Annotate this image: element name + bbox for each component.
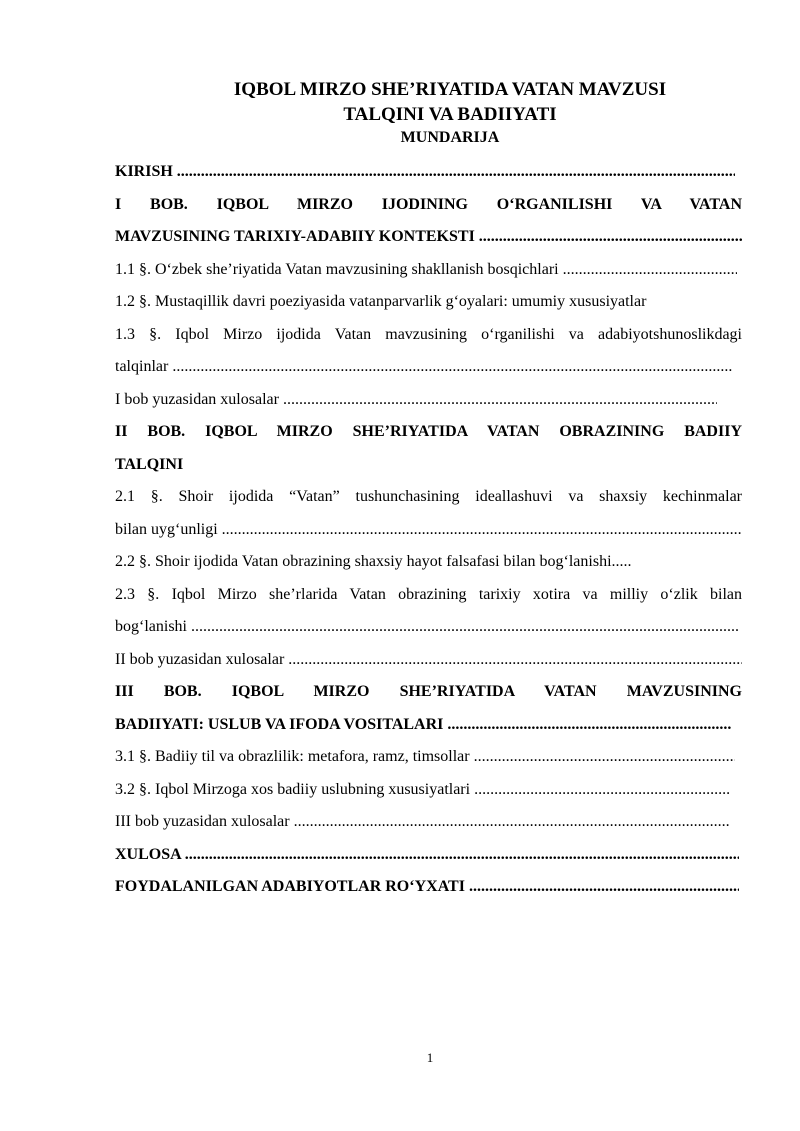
toc-entry-chapter-1 <box>115 189 742 254</box>
toc-entry-section-1-2 <box>115 286 742 319</box>
toc-entry-label: III bob yuzasidan xulosalar ..... <box>115 813 729 830</box>
page-number: 1 <box>426 1050 434 1065</box>
table-of-contents-heading: MUNDARIJA <box>400 129 500 146</box>
toc-entry-label: 1.2 §. Mustaqillik davri poeziyasida vatanparvarlik g‘oyalari: umumiy xususiyatlar <box>115 293 647 310</box>
toc-entry-label: FOYDALANILGAN ADABIYOTLAR RO‘YXATI ..... <box>115 878 739 895</box>
document-title-line-1: IQBOL MIRZO SHE’RIYATIDA VATAN MAVZUSI <box>233 79 667 100</box>
toc-entry-label: I BOB. IQBOL MIRZO IJODINING O‘RGANILISHI VA VATAN <box>115 195 742 213</box>
toc-entry-label: talqinlar ..... <box>115 358 733 375</box>
toc-entry-chapter-3-summary <box>115 806 729 839</box>
toc-entry-label: MAVZUSINING TARIXIY-ADABIIY KONTEKSTI ..... <box>115 228 742 245</box>
toc-entry-label: bilan uyg‘unligi ..... <box>115 521 742 538</box>
toc-entry-section-1-3 <box>115 319 742 384</box>
toc-entry-bibliography <box>115 871 739 904</box>
toc-entry-label: I bob yuzasidan xulosalar ..... <box>115 391 717 408</box>
toc-entry-section-2-3 <box>115 579 742 644</box>
toc-entry-chapter-1-summary <box>115 384 717 417</box>
toc-entry-label: TALQINI <box>115 455 184 473</box>
toc-entry-label: BADIIYATI: USLUB VA IFODA VOSITALARI ..... <box>115 716 732 733</box>
toc-entry-label: 1.1 §. O‘zbek she’riyatida Vatan mavzusining shakllanish bosqichlari ..... <box>115 261 737 278</box>
toc-entry-label: II BOB. IQBOL MIRZO SHE’RIYATIDA VATAN OBRAZINING BADIIY <box>115 423 742 440</box>
toc-entry-label: II bob yuzasidan xulosalar ..... <box>115 651 742 668</box>
toc-entry-chapter-2-summary <box>115 644 742 677</box>
toc-entry-label: 3.1 §. Badiiy til va obrazlilik: metafora, ramz, timsollar ..... <box>115 748 735 765</box>
toc-entry-label: bog‘lanishi ..... <box>115 618 740 635</box>
toc-entry-chapter-3 <box>115 676 742 741</box>
toc-entry-xulosa <box>115 839 739 872</box>
toc-entry-section-1-1 <box>115 254 737 287</box>
toc-entry-label: 1.3 §. Iqbol Mirzo ijodida Vatan mavzusining o‘rganilishi va adabiyotshunoslikdagi <box>115 325 742 343</box>
toc-entry-label: KIRISH ..... <box>115 163 735 180</box>
toc-entry-label: XULOSA ..... <box>115 846 739 863</box>
toc-entry-label: III BOB. IQBOL MIRZO SHE’RIYATIDA VATAN MAVZUSINING <box>115 683 742 700</box>
toc-entry-section-2-1 <box>115 481 742 546</box>
toc-entry-label: 2.1 §. Shoir ijodida “Vatan” tushunchasining ideallashuvi va shaxsiy kechinmalar <box>115 488 742 505</box>
document-title-line-2: TALQINI VA BADIIYATI <box>343 104 557 125</box>
toc-entry-label: 2.2 §. Shoir ijodida Vatan obrazining shaxsiy hayot falsafasi bilan bog‘lanishi <box>115 553 612 570</box>
toc-entry-chapter-2 <box>115 416 742 481</box>
table-of-contents <box>115 156 742 904</box>
toc-entry-section-2-2 <box>115 546 742 579</box>
toc-entry-label: 3.2 §. Iqbol Mirzoga xos badiiy uslubning xususiyatlari ..... <box>115 781 729 798</box>
toc-entry-section-3-1 <box>115 741 735 774</box>
toc-leader-dots: ..... <box>611 553 632 570</box>
toc-entry-kirish <box>115 156 735 189</box>
toc-entry-label: 2.3 §. Iqbol Mirzo she’rlarida Vatan obrazining tarixiy xotira va milliy o‘zlik bilan <box>115 585 742 603</box>
toc-entry-section-3-2 <box>115 774 729 807</box>
